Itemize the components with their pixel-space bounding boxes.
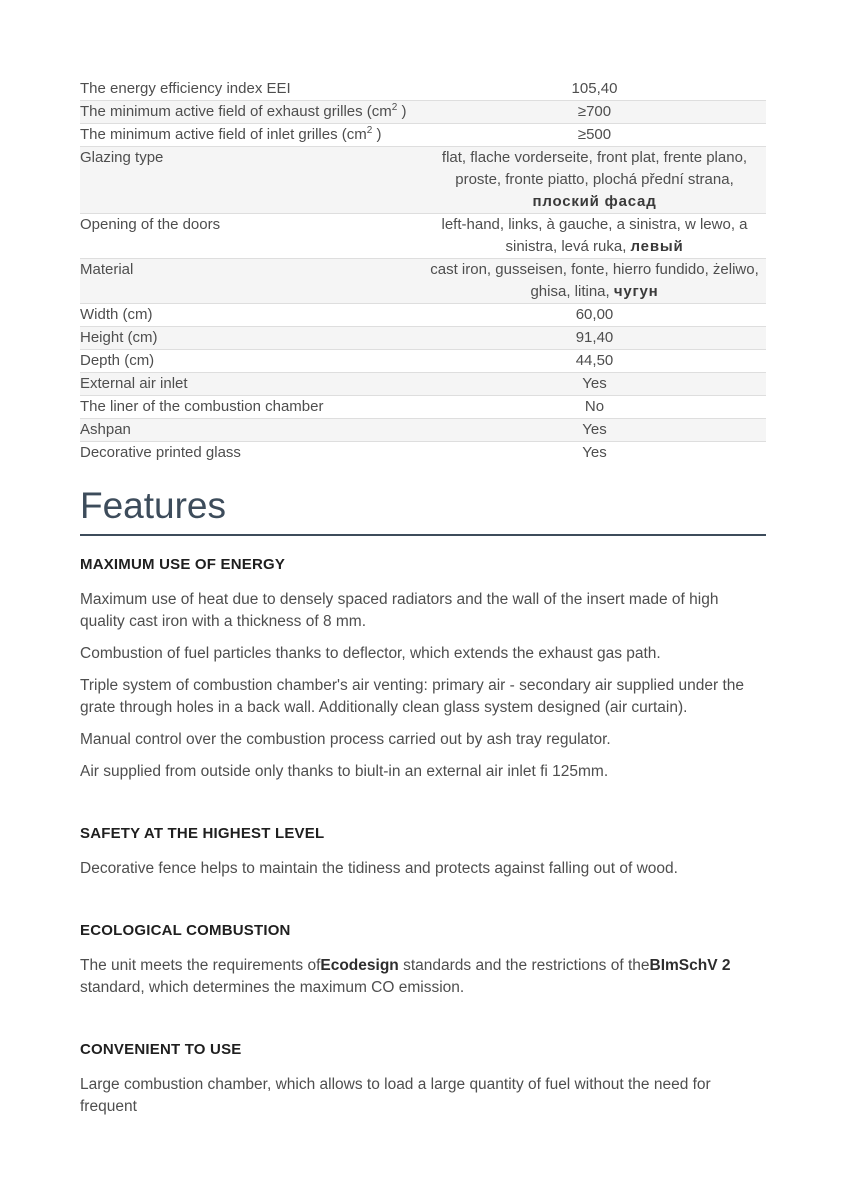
- spec-row-height: [80, 326, 766, 349]
- spec-row-ashpan: [80, 418, 766, 441]
- feature-paragraph: Large combustion chamber, which allows to load a large quantity of fuel without the need for frequent: [80, 1076, 711, 1115]
- spec-row-inlet-grilles: [80, 123, 766, 146]
- spec-row-door-opening: [80, 213, 766, 258]
- bold-inline-text: BImSchV 2: [649, 957, 731, 974]
- spec-value: left-hand, links, à gauche, a sinistra, w lewo, a sinistra, levá ruka, левый: [441, 216, 748, 255]
- section-heading: SAFETY AT THE HIGHEST LEVEL: [80, 825, 325, 842]
- spec-value: cast iron, gusseisen, fonte, hierro fundido, żeliwo, ghisa, litina, чугун: [430, 261, 759, 300]
- spec-label: The liner of the combustion chamber: [80, 398, 324, 415]
- page-content: [80, 78, 766, 1128]
- spec-row-glazing-type: [80, 146, 766, 213]
- feature-paragraph: Air supplied from outside only thanks to biult-in an external air inlet fi 125mm.: [80, 763, 609, 780]
- spec-row-combustion-liner: [80, 395, 766, 418]
- superscript: 2: [391, 102, 398, 113]
- spec-value: 60,00: [575, 306, 614, 323]
- feature-paragraph: Manual control over the combustion process carried out by ash tray regulator.: [80, 731, 611, 748]
- spec-row-exhaust-grilles: [80, 100, 766, 123]
- spec-row-eei: [80, 78, 766, 100]
- superscript: 2: [366, 125, 373, 136]
- spec-value: 44,50: [575, 352, 614, 369]
- spec-label: Height (cm): [80, 329, 158, 346]
- spec-row-decorative-glass: [80, 441, 766, 464]
- spec-row-depth: [80, 349, 766, 372]
- spec-row-material: [80, 258, 766, 303]
- feature-paragraph: The unit meets the requirements ofEcodesign standards and the restrictions of theBImSchV 2 standard, which determines the maximum CO emission.: [80, 957, 731, 996]
- section-heading: CONVENIENT TO USE: [80, 1041, 242, 1058]
- spec-value: Yes: [582, 375, 607, 392]
- feature-paragraph: Combustion of fuel particles thanks to deflector, which extends the exhaust gas path.: [80, 645, 661, 662]
- bold-value-text: чугун: [613, 283, 659, 300]
- features-title: Features: [80, 486, 766, 536]
- spec-label: The minimum active field of inlet grilles ($cm^2$ ): [80, 125, 382, 143]
- spec-label: Opening of the doors: [80, 216, 221, 233]
- spec-label: External air inlet: [80, 375, 188, 392]
- spec-value: 91,40: [575, 329, 614, 346]
- spec-row-external-air-inlet: [80, 372, 766, 395]
- spec-label: Glazing type: [80, 149, 164, 166]
- spec-row-width: [80, 303, 766, 326]
- bold-value-text: плоский фасад: [532, 193, 657, 210]
- spec-value: ≥500: [577, 126, 612, 143]
- spec-label: Material: [80, 261, 134, 278]
- feature-paragraph: Maximum use of heat due to densely spaced radiators and the wall of the insert made of high quality cast iron with a thickness of 8 mm.: [80, 591, 719, 630]
- bold-inline-text: Ecodesign: [320, 957, 399, 974]
- section-heading: MAXIMUM USE OF ENERGY: [80, 556, 286, 573]
- feature-paragraph: Triple system of combustion chamber's air venting: primary air - secondary air supplied under the grate through holes in a back wall. Additionally clean glass system designed (air curtain).: [80, 677, 745, 716]
- section-heading: ECOLOGICAL COMBUSTION: [80, 922, 291, 939]
- spec-value: Yes: [582, 421, 607, 438]
- spec-value: ≥700: [577, 103, 612, 120]
- spec-value: flat, flache vorderseite, front plat, frente plano, proste, fronte piatto, plochá přední strana, плоский фасад: [441, 149, 748, 210]
- spec-value: 105,40: [571, 80, 618, 97]
- spec-label: The minimum active field of exhaust grilles ($cm^2$ ): [80, 102, 407, 120]
- section-ecological-combustion: [80, 922, 766, 999]
- spec-value: No: [584, 398, 605, 415]
- spec-value: Yes: [582, 444, 607, 461]
- spec-label: The energy efficiency index EEI: [80, 80, 291, 97]
- section-safety-highest-level: [80, 825, 766, 880]
- spec-table: [80, 78, 766, 464]
- section-maximum-use-of-energy: [80, 556, 766, 783]
- spec-label: Depth (cm): [80, 352, 155, 369]
- feature-paragraph: Decorative fence helps to maintain the tidiness and protects against falling out of wood.: [80, 860, 678, 877]
- spec-label: Width (cm): [80, 306, 153, 323]
- section-convenient-to-use: [80, 1041, 766, 1118]
- spec-label: Decorative printed glass: [80, 444, 241, 461]
- bold-value-text: левый: [630, 238, 684, 255]
- spec-label: Ashpan: [80, 421, 131, 438]
